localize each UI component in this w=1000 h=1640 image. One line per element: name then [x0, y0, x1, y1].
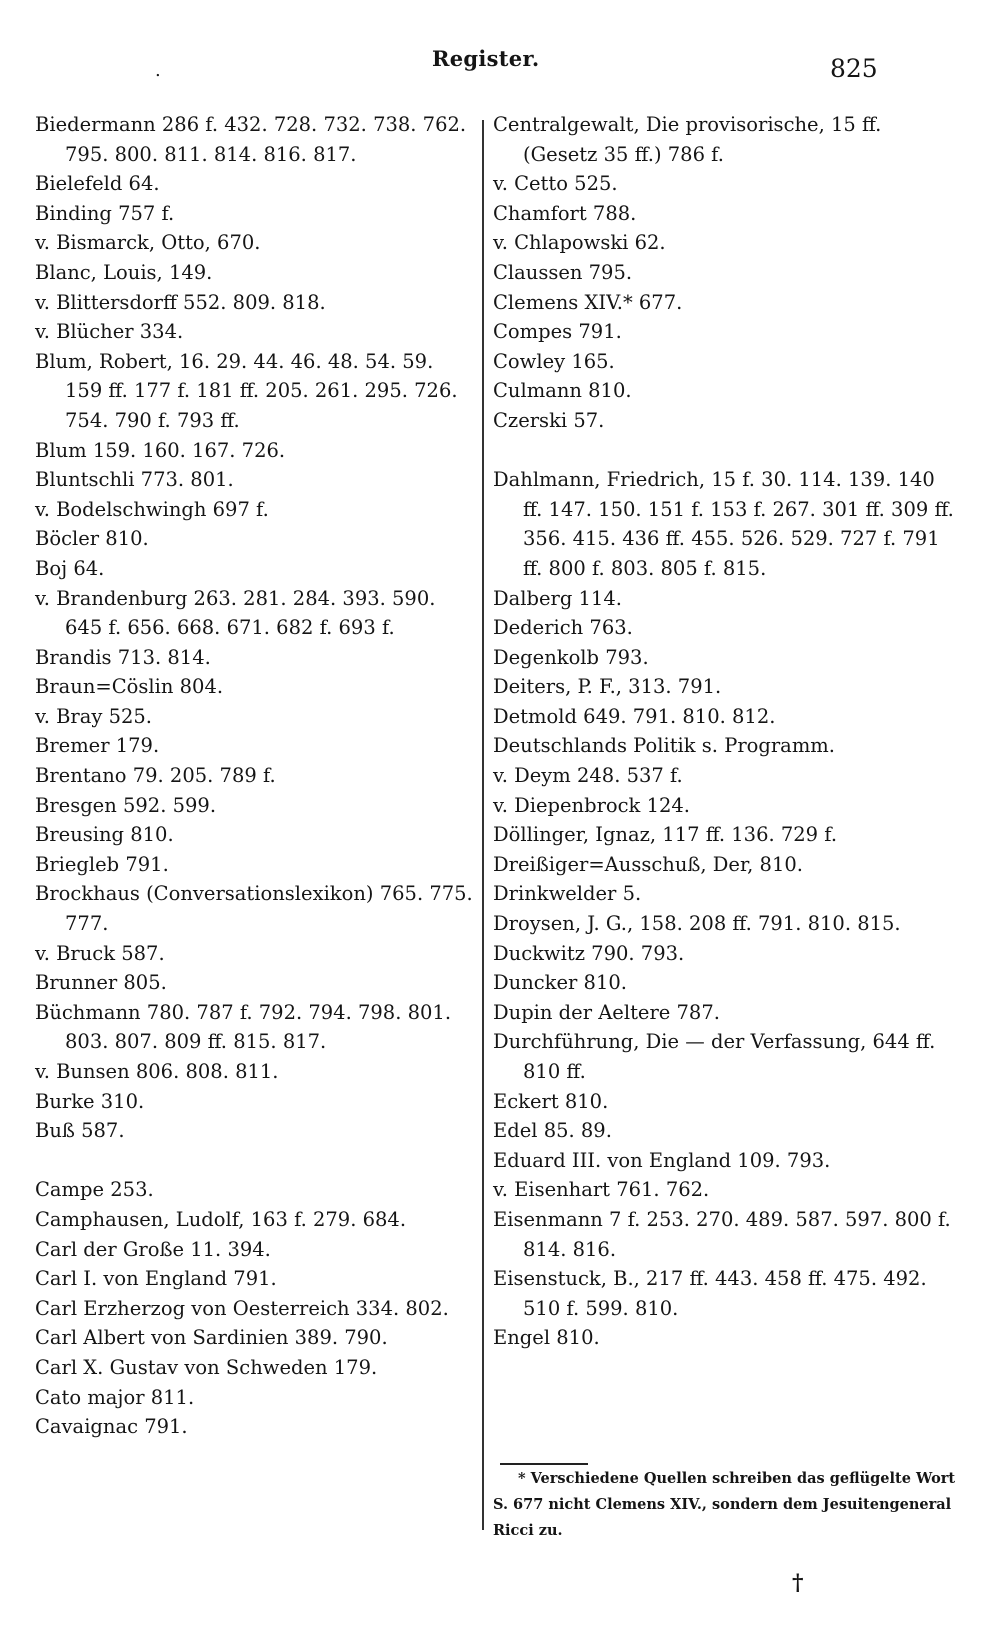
index-entry: Bresgen 592. 599. — [35, 793, 217, 817]
index-entry: Blum, Robert, 16. 29. 44. 46. 48. 54. 59. 159 ff. 177 f. 181 ff. 205. 261. 295. 726. 754. 790 f. 793 ff. — [35, 349, 458, 432]
index-entry: Deutschlands Politik s. Programm. — [493, 734, 835, 758]
index-entry: Döllinger, Ignaz, 117 ff. 136. 729 f. — [493, 823, 838, 847]
index-entry: Bluntschli 773. 801. — [35, 468, 234, 492]
index-entry: Brandis 713. 814. — [35, 645, 211, 669]
index-entry: Centralgewalt, Die provisorische, 15 ff. (Gesetz 35 ff.) 786 f. — [493, 113, 882, 166]
index-entry: v. Brandenburg 263. 281. 284. 393. 590. 645 f. 656. 668. 671. 682 f. 693 f. — [35, 586, 436, 640]
index-entry: v. Bodelschwingh 697 f. — [35, 497, 269, 521]
index-entry: Eduard III. von England 109. 793. — [493, 1148, 831, 1172]
index-entry: Drinkwelder 5. — [493, 882, 642, 906]
index-entry: Carl der Große 11. 394. — [35, 1237, 271, 1261]
index-entry: Eckert 810. — [493, 1089, 609, 1113]
index-entry: Camphausen, Ludolf, 163 f. 279. 684. — [35, 1207, 407, 1231]
index-entry: Dupin der Aeltere 787. — [493, 1000, 720, 1024]
index-entry: v. Bruck 587. — [35, 941, 165, 965]
index-entry: v. Bray 525. — [35, 704, 153, 728]
index-entry: v. Bismarck, Otto, 670. — [35, 231, 261, 255]
index-entry: Campe 253. — [35, 1178, 154, 1202]
index-entry: Chamfort 788. — [493, 201, 637, 225]
index-entry: Brockhaus (Conversationslexikon) 765. 775. 777. — [35, 882, 473, 936]
index-entry: Duckwitz 790. 793. — [493, 941, 685, 965]
index-entry: Eisenstuck, B., 217 ff. 443. 458 ff. 475. 492. 510 f. 599. 810. — [493, 1267, 927, 1320]
index-entry: Braun=Cöslin 804. — [35, 675, 224, 699]
footnote-rule — [500, 1463, 588, 1465]
index-entry: Boj 64. — [35, 556, 105, 580]
footnote: * Verschiedene Quellen schreiben das geflügelte Wort S. 677 nicht Clemens XIV., sondern dem Jesuitengeneral Ricci zu. — [493, 1470, 956, 1539]
index-entry: Edel 85. 89. — [493, 1119, 612, 1143]
index-entry: Culmann 810. — [493, 379, 632, 403]
index-entry: Droysen, J. G., 158. 208 ff. 791. 810. 815. — [493, 912, 901, 936]
left-column — [35, 110, 475, 1442]
page-title: Register. — [432, 46, 540, 71]
index-entry: Breusing 810. — [35, 823, 174, 847]
index-entry: Detmold 649. 791. 810. 812. — [493, 704, 776, 728]
index-entry: Dederich 763. — [493, 616, 633, 640]
index-entry: Durchführung, Die — der Verfassung, 644 ff. 810 ff. — [493, 1030, 936, 1083]
index-entry: Compes 791. — [493, 320, 622, 344]
index-entry: Bielefeld 64. — [35, 172, 160, 196]
index-entry: v. Cetto 525. — [493, 172, 618, 196]
index-entry: v. Diepenbrock 124. — [493, 793, 690, 817]
index-entry: Cowley 165. — [493, 349, 615, 373]
index-entry: Böcler 810. — [35, 527, 149, 551]
index-entry: Blum 159. 160. 167. 726. — [35, 438, 286, 462]
section-gap — [35, 1146, 475, 1176]
index-entry: Carl I. von England 791. — [35, 1267, 277, 1291]
index-entry: Eisenmann 7 f. 253. 270. 489. 587. 597. 800 f. 814. 816. — [493, 1207, 951, 1261]
index-entry: Bremer 179. — [35, 734, 160, 758]
index-entry: Biedermann 286 f. 432. 728. 732. 738. 762. 795. 800. 811. 814. 816. 817. — [35, 113, 467, 166]
index-entry: Czerski 57. — [493, 408, 605, 432]
index-entry: Binding 757 f. — [35, 201, 175, 225]
index-entry: Briegleb 791. — [35, 852, 169, 876]
index-entry: Carl Erzherzog von Oesterreich 334. 802. — [35, 1296, 449, 1320]
index-entry: Blanc, Louis, 149. — [35, 260, 213, 284]
index-entry: Buß 587. — [35, 1119, 125, 1143]
index-entry: Brunner 805. — [35, 971, 167, 995]
index-entry: v. Eisenhart 761. 762. — [493, 1178, 710, 1202]
right-column — [493, 110, 958, 1353]
index-entry: Carl X. Gustav von Schweden 179. — [35, 1355, 378, 1379]
signature-mark: † — [792, 1570, 804, 1596]
page-number: 825 — [830, 54, 878, 83]
index-entry: Büchmann 780. 787 f. 792. 794. 798. 801. 803. 807. 809 ff. 815. 817. — [35, 1000, 452, 1054]
index-entry: v. Deym 248. 537 f. — [493, 764, 683, 788]
index-entry: Cavaignac 791. — [35, 1415, 188, 1439]
index-entry: Claussen 795. — [493, 260, 633, 284]
index-entry: Clemens XIV.* 677. — [493, 290, 683, 314]
index-entry: v. Blittersdorff 552. 809. 818. — [35, 290, 326, 314]
index-entry: Cato major 811. — [35, 1385, 195, 1409]
index-entry: Brentano 79. 205. 789 f. — [35, 764, 276, 788]
section-gap — [493, 436, 958, 466]
index-entry: Degenkolb 793. — [493, 645, 649, 669]
column-divider — [482, 120, 484, 1530]
index-entry: Burke 310. — [35, 1089, 145, 1113]
index-entry: v. Bunsen 806. 808. 811. — [35, 1060, 279, 1083]
index-entry: v. Chlapowski 62. — [493, 231, 666, 255]
index-entry: Dalberg 114. — [493, 586, 622, 610]
index-entry: Duncker 810. — [493, 971, 627, 995]
index-entry: Engel 810. — [493, 1326, 600, 1350]
index-entry: Dreißiger=Ausschuß, Der, 810. — [493, 852, 803, 876]
header-dot: . — [155, 60, 161, 81]
index-entry: Dahlmann, Friedrich, 15 f. 30. 114. 139. 140 ff. 147. 150. 151 f. 153 f. 267. 301 ff. 309 ff. 356. 415. 436 ff. 455. 526. 529. 727 f. 791 ff. 800 f. 803. 805 f. 815. — [493, 468, 954, 580]
index-entry: Carl Albert von Sardinien 389. 790. — [35, 1326, 388, 1350]
index-entry: Deiters, P. F., 313. 791. — [493, 675, 722, 699]
index-entry: v. Blücher 334. — [35, 320, 184, 344]
